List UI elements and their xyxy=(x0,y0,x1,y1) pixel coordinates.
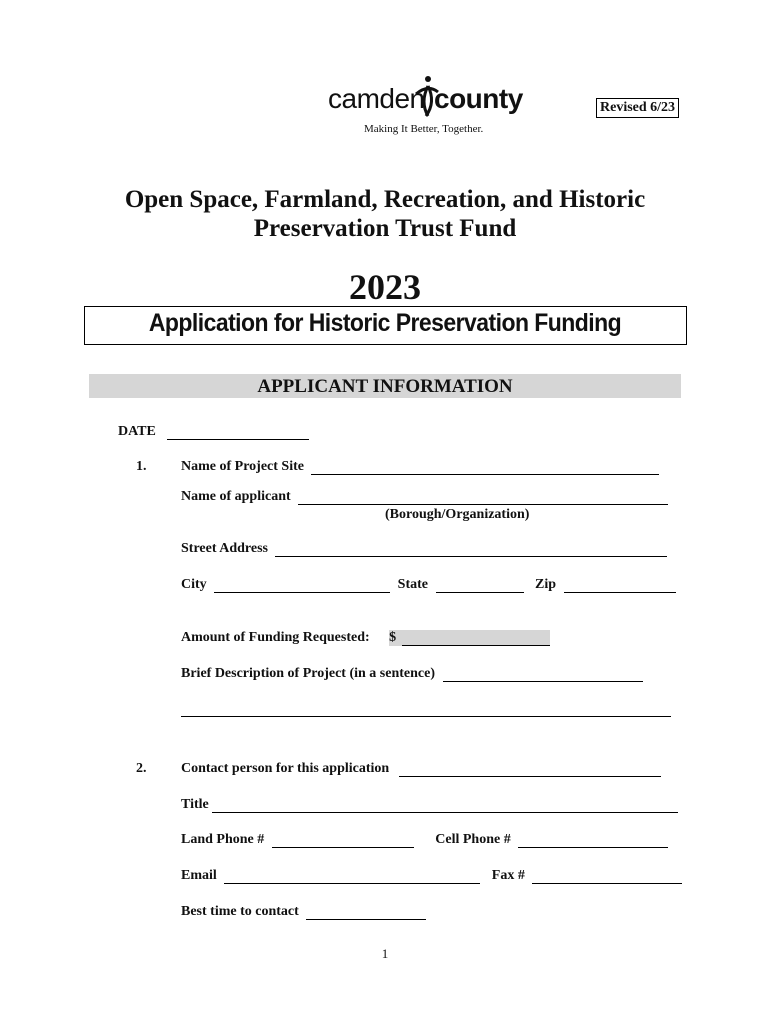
title-label: Title xyxy=(181,797,209,812)
phone-row xyxy=(181,832,668,848)
date-label: DATE xyxy=(118,424,156,439)
best-time-row xyxy=(181,904,426,920)
application-heading: Application for Historic Preservation Funding xyxy=(148,309,622,337)
revised-badge: Revised 6/23 xyxy=(596,98,679,118)
document-title-line2: Preservation Trust Fund xyxy=(253,215,517,242)
state-field[interactable] xyxy=(436,578,524,593)
city-state-zip-row xyxy=(181,577,676,593)
page-number: 1 xyxy=(381,946,389,961)
description-label: Brief Description of Project (in a sentence) xyxy=(181,666,435,681)
land-phone-label: Land Phone # xyxy=(181,832,265,847)
description-row xyxy=(181,666,643,682)
logo-graphic xyxy=(328,72,528,120)
logo-tagline: Making It Better, Together. xyxy=(364,123,484,135)
project-site-field[interactable] xyxy=(311,460,659,475)
camden-county-logo xyxy=(328,72,528,120)
item2-number: 2. xyxy=(136,761,147,776)
project-site-row xyxy=(181,459,659,475)
title-field[interactable] xyxy=(212,798,678,813)
street-row xyxy=(181,541,667,557)
cell-phone-label: Cell Phone # xyxy=(435,832,511,847)
contact-label: Contact person for this application xyxy=(181,761,390,776)
funding-field[interactable] xyxy=(402,631,550,646)
city-label: City xyxy=(181,577,207,592)
email-field[interactable] xyxy=(224,869,480,884)
zip-label: Zip xyxy=(535,577,557,592)
email-fax-row xyxy=(181,868,682,884)
document-title-line1: Open Space, Farmland, Recreation, and Historic xyxy=(124,186,646,213)
funding-label: Amount of Funding Requested: xyxy=(181,630,370,645)
best-time-label: Best time to contact xyxy=(181,904,299,919)
project-site-label: Name of Project Site xyxy=(181,459,304,474)
document-year: 2023 xyxy=(349,267,421,307)
applicant-hint: (Borough/Organization) xyxy=(385,507,530,522)
applicant-row xyxy=(181,489,668,505)
funding-currency: $ xyxy=(389,630,397,645)
street-field[interactable] xyxy=(275,542,667,557)
contact-field[interactable] xyxy=(399,762,661,777)
item1-number: 1. xyxy=(136,459,147,474)
date-row xyxy=(118,424,309,440)
cell-phone-field[interactable] xyxy=(518,833,668,848)
section-title: APPLICANT INFORMATION xyxy=(257,376,513,397)
fax-label: Fax # xyxy=(491,868,525,883)
email-label: Email xyxy=(181,868,217,883)
funding-field-wrap xyxy=(389,630,550,646)
description-field-line2[interactable] xyxy=(181,702,671,717)
date-field[interactable] xyxy=(167,425,309,440)
state-label: State xyxy=(397,577,428,592)
fax-field[interactable] xyxy=(532,869,682,884)
applicant-label: Name of applicant xyxy=(181,489,291,504)
zip-field[interactable] xyxy=(564,578,676,593)
logo-county-text: county xyxy=(434,83,523,114)
street-label: Street Address xyxy=(181,541,268,556)
logo-camden-text: camden xyxy=(328,83,425,114)
applicant-field[interactable] xyxy=(298,490,668,505)
best-time-field[interactable] xyxy=(306,905,426,920)
city-field[interactable] xyxy=(214,578,390,593)
funding-row xyxy=(181,630,550,646)
description-field[interactable] xyxy=(443,667,643,682)
contact-row xyxy=(181,761,661,777)
land-phone-field[interactable] xyxy=(272,833,414,848)
title-row xyxy=(181,797,678,813)
